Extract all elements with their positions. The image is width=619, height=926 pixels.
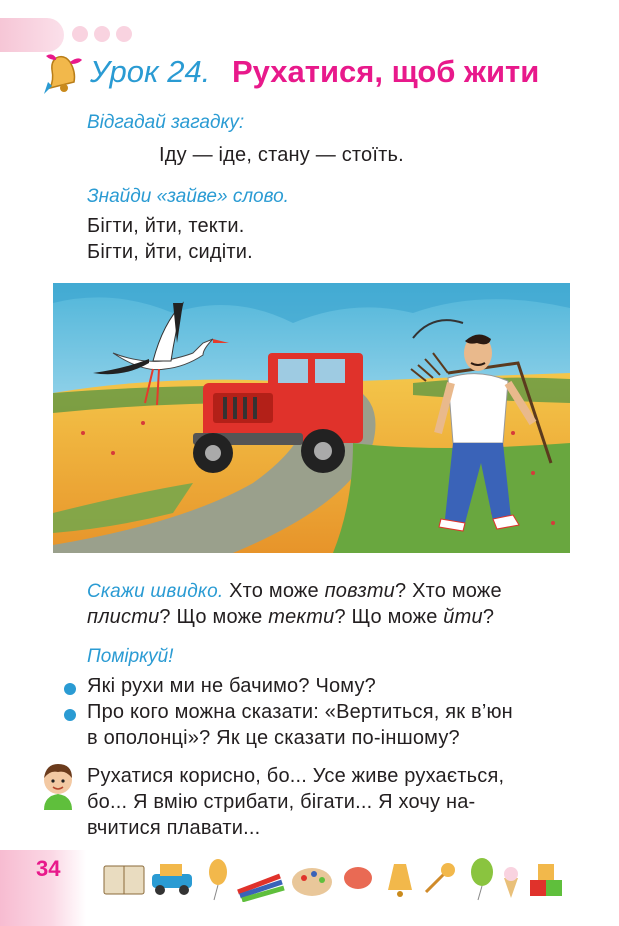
odd-word-line-1: Бігти, йти, текти. xyxy=(87,215,245,237)
decorative-dots xyxy=(0,18,140,52)
quick-line-1: Скажи швидко. Хто може повзти? Хто може xyxy=(87,580,502,602)
lesson-number: Урок 24. xyxy=(90,54,211,89)
quick-line-2: плисти? Що може текти? Що може йти? xyxy=(87,606,495,628)
palette-icon xyxy=(292,868,332,896)
think-item-2: Про кого можна сказати: «Вертиться, як в’юн xyxy=(87,701,513,723)
boy-icon xyxy=(36,760,80,810)
bell-icon xyxy=(42,52,86,96)
bullet-icon xyxy=(64,709,76,721)
balloon-icon xyxy=(344,867,372,889)
bullet-icon xyxy=(64,683,76,695)
ice-cream-icon xyxy=(504,867,518,898)
think-item-2-cont: в ополонці»? Як це сказати по-іншому? xyxy=(87,727,460,749)
blocks-icon xyxy=(530,864,562,896)
rattle-icon xyxy=(426,863,455,892)
conclusion-line-1: Рухатися корисно, бо... Усе живе рухається, xyxy=(87,765,505,787)
footer-toys-row xyxy=(100,852,570,902)
riddle-task: Відгадай загадку: xyxy=(87,112,245,133)
think-task: Поміркуй! xyxy=(87,646,174,667)
odd-word-line-2: Бігти, йти, сидіти. xyxy=(87,241,253,263)
balloon-icon xyxy=(471,858,493,900)
conclusion-line-3: вчитися плавати... xyxy=(87,817,261,839)
think-item-1: Які рухи ми не бачимо? Чому? xyxy=(87,675,376,697)
lesson-title xyxy=(42,50,602,96)
illustration-stork-jeep-man xyxy=(53,283,570,553)
toy-car-icon xyxy=(152,864,192,895)
riddle-text: Іду — іде, стану — стоїть. xyxy=(159,144,404,166)
balloon-icon xyxy=(209,859,227,900)
quick-task: Скажи швидко. xyxy=(87,581,224,602)
odd-word-task: Знайди «зайве» слово. xyxy=(87,186,289,207)
page-number: 34 xyxy=(36,856,61,881)
pencils-icon xyxy=(238,876,284,900)
conclusion-line-2: бо... Я вмію стрибати, бігати... Я хочу на- xyxy=(87,791,476,813)
book-icon xyxy=(104,866,144,894)
bell-icon xyxy=(388,864,412,897)
lesson-title-text: Рухатися, щоб жити xyxy=(232,54,540,89)
